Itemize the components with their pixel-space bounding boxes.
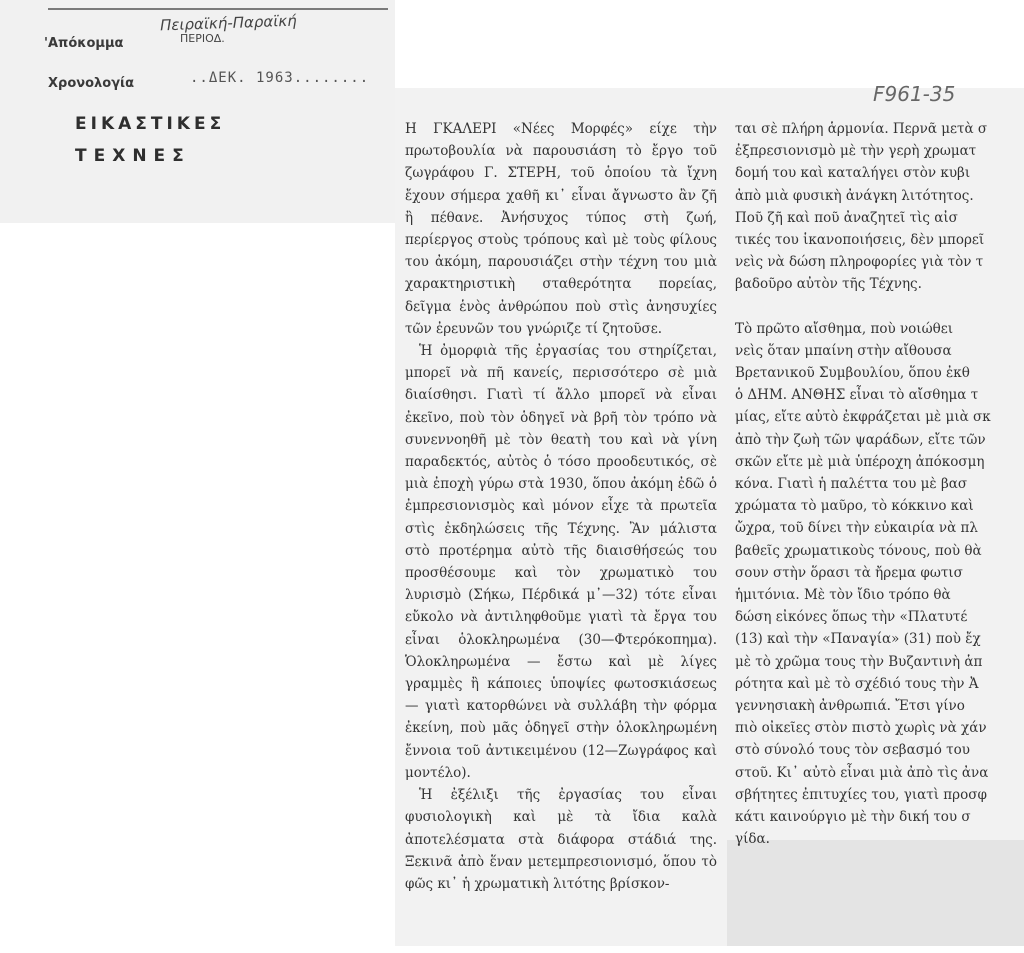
article-column-2 [735, 118, 1024, 851]
handwritten-source: Πειραϊκή-Παραϊκή [159, 11, 297, 35]
header-slip [0, 0, 395, 223]
archive-code: F961-35 [873, 82, 956, 106]
column-2-line: ρότητα καὶ μὲ τὸ σχέδιό τους τὴν Ἀ [735, 675, 979, 692]
column-2-line: τικές του ἱκανοποιήσεις, δὲν μπορεῖ [735, 232, 985, 249]
column-2-line: στοῦ. Κι᾽ αὐτὸ εἶναι μιὰ ἀπὸ τὶς ἀνα [735, 764, 989, 781]
column-2-line: γεννησιακὴ ἀνθρωπιά. Ἔτσι γίνο [735, 698, 965, 715]
column-2-line: γίδα. [735, 831, 770, 848]
column-2-line [735, 296, 1024, 318]
paragraph-2: Ἡ ὀμορφιὰ τῆς ἐργασίας του στηρίζεται, μπορεῖ νὰ πῆ κανείς, περισσότερο σὲ μιὰ διαίσθησι. Γιατὶ τί ἄλλο μπορεῖ νὰ εἶναι ἐκεῖνο, ποὺ τὸν ὁδηγεῖ νὰ βρῆ τὸν τρόπο νὰ συνεννοηθῆ μὲ τὸν θεατὴ του καὶ νὰ γίνη παραδεκτός, αὐτὸς ὁ τόσο προοδευτικός, σὲ μιὰ ἐποχὴ γύρω στὰ 1930, ὅπου ἀκόμη ἐδῶ ὁ ἐμπρεσιονισμὸς καὶ μόνον εἶχε τὰ πρωτεῖα στὶς ἐκδηλώσεις τῆς Τέχνης. Ἂν μάλιστα στὸ προτέρημα αὐτὸ τῆς διαισθήσεώς του προσθέσουμε καὶ τὸν χρωματικὸ του λυρισμὸ (Σήκω, Πέρδικά μ᾽—32) τότε εἶναι εὔκολο νὰ ἀντιληφθοῦμε γιατὶ τὰ ἔργα του εἶναι ὁλοκληρωμένα (30—Φτερόκοπημα). Ὁλοκληρωμένα — ἔστω καὶ μὲ λίγες γραμμὲς ἢ κάποιες ὑποψίες φωτοσκιάσεως — γιατὶ κατορθώνει νὰ συλλάβη τὴν φόρμα ἐκείνη, ποὺ μᾶς ὁδηγεῖ στὴν ὁλοκληρωμένη ἔννοια τοῦ ἀντικειμένου (12—Ζωγράφος καὶ μοντέλο). [405, 343, 717, 781]
article-column-1 [405, 118, 717, 895]
column-2-line: σκῶν εἴτε μὲ μιὰ ὑπέροχη ἀπόκοσμη [735, 453, 985, 470]
top-rule [48, 8, 388, 10]
column-2-line: (13) καὶ τὴν «Παναγία» (31) ποὺ ἔχ [735, 631, 981, 648]
newspaper-clipping [395, 82, 1024, 946]
section-title-line1: ΕΙΚΑΣΤΙΚΕΣ [75, 114, 226, 134]
column-2-line: στὸ σύνολό τους τὸν σεβασμό του [735, 742, 970, 759]
column-2-line: σουν στὴν ὅρασι τὰ ἤρεμα φωτισ [735, 564, 963, 581]
section-title-line2: ΤΕΧΝΕΣ [75, 146, 191, 166]
date-label: Χρονολογία [48, 76, 135, 91]
column-2-line: ἐξπρεσιονισμὸ μὲ τὴν γερὴ χρωματ [735, 143, 977, 160]
column-2-line: νεὶς ὅταν μπαίνη στὴν αἴθουσα [735, 342, 952, 359]
column-2-line: δομή του καὶ καταλήγει στὸν κυβι [735, 165, 971, 182]
column-2-line: ὤχρα, τοῦ δίνει τὴν εὐκαιρία νὰ πλ [735, 520, 978, 537]
column-2-line: ἀπὸ τὴν ζωὴ τῶν ψαράδων, εἴτε τῶν [735, 431, 986, 448]
column-2-line: δώση εἰκόνες ὅπως τὴν «Πλατυτέ [735, 609, 968, 626]
column-2-line: ὁ ΔΗΜ. ΑΝΘΗΣ εἶναι τὸ αἴσθημα τ [735, 387, 979, 404]
column-2-line: Τὸ πρῶτο αἴσθημα, ποὺ νοιώθει [735, 320, 953, 337]
column-2-line: Ποῦ ζῆ καὶ ποῦ ἀναζητεῖ τὶς αἰσ [735, 209, 958, 226]
column-2-line: ἀπὸ μιὰ φυσικὴ ἀνάγκη λιτότητος. [735, 187, 974, 204]
bottom-shade [727, 840, 1024, 946]
column-2-line: μίας, εἴτε αὐτὸ ἐκφράζεται μὲ μιὰ σκ [735, 409, 991, 426]
clipping-label: 'Απόκομμα [44, 36, 124, 51]
column-2-line: χρώματα τὸ μαῦρο, τὸ κόκκινο καὶ [735, 498, 974, 515]
paragraph-3: Ἡ ἐξέλιξι τῆς ἐργασίας του εἶναι φυσιολογικὴ καὶ μὲ τὰ ἴδια καλὰ ἀποτελέσματα στὰ διάφορα στάδιά της. Ξεκινᾶ ἀπὸ ἕναν μετεμπρεσιονισμό, ὅπου τὸ φῶς κι᾽ ἡ χρωματικὴ λιτότης βρίσκον- [405, 787, 717, 892]
column-2-line: ἡμιτόνια. Μὲ τὸν ἴδιο τρόπο θὰ [735, 587, 951, 604]
handwritten-period: ΠΕΡΙΟΔ. [180, 32, 225, 45]
column-2-line: ται σὲ πλήρη ἁρμονία. Περνᾶ μετὰ σ [735, 121, 988, 137]
column-2-line: σβήτητες ἐπιτυχίες του, γιατὶ προσφ [735, 786, 987, 803]
column-2-line: Βρετανικοῦ Συμβουλίου, ὅπου ἐκθ [735, 365, 970, 382]
column-2-line: βαδοῦρο αὐτὸν τῆς Τέχνης. [735, 276, 922, 293]
column-2-line: νεὶς νὰ δώση πληροφορίες γιὰ τὸν τ [735, 254, 984, 271]
date-stamp: ..ΔΕΚ. 1963........ [190, 70, 370, 86]
column-2-line: κάτι καινούργιο μὲ τὴν δική του σ [735, 809, 971, 826]
column-2-line: κόνα. Γιατὶ ἡ παλέττα του μὲ βασ [735, 476, 968, 493]
column-2-line: πιὸ οἰκεῖες στὸν πιστὸ χωρὶς νὰ χάν [735, 720, 987, 737]
column-2-line: βαθεῖς χρωματικοὺς τόνους, ποὺ θὰ [735, 542, 982, 559]
paragraph-1: Η ΓΚΑΛΕΡΙ «Νέες Μορφές» είχε τὴν πρωτοβουλία νὰ παρουσιάση τὸ ἔργο τοῦ ζωγράφου Γ. ΣΤΕΡΗ, τοῦ ὁποίου τὰ ἴχνη ἔχουν σήμερα χαθῆ κι᾽ εἶναι ἄγνωστο ἂν ζῆ ἢ πέθανε. Ἀνήσυχος τύπος στὴ ζωή, περίεργος στοὺς τρόπους καὶ μὲ τοὺς φίλους του ἀκόμη, παρουσιάζει στὴν τέχνη του μιὰ χαρακτηριστικὴ σταθερότητα πορείας, δεῖγμα ἑνὸς ἀνθρώπου ποὺ στὶς ἀνησυχίες τῶν ἐρευνῶν του γνώριζε τί ζητοῦσε. [405, 121, 717, 337]
column-2-line: μὲ τὸ χρῶμα τους τὴν Βυζαντινὴ ἁπ [735, 653, 983, 670]
